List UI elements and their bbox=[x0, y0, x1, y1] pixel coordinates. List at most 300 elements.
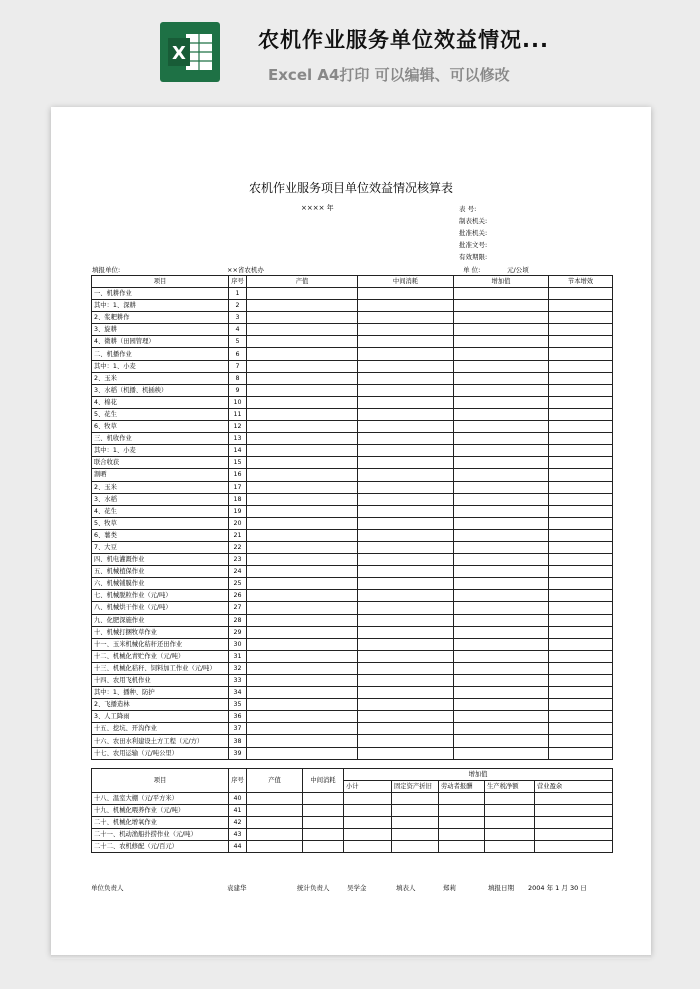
added-cell[interactable] bbox=[454, 699, 549, 711]
output-cell[interactable] bbox=[247, 300, 358, 312]
unit-label: 单 位: bbox=[463, 266, 481, 274]
subtotal-cell[interactable] bbox=[344, 793, 392, 805]
output-cell[interactable] bbox=[247, 590, 358, 602]
row-no: 28 bbox=[229, 614, 247, 626]
output-cell[interactable] bbox=[247, 675, 358, 687]
consume-cell[interactable] bbox=[358, 626, 454, 638]
consume-cell[interactable] bbox=[358, 747, 454, 759]
saving-cell[interactable] bbox=[549, 457, 613, 469]
added-cell[interactable] bbox=[454, 675, 549, 687]
saving-cell[interactable] bbox=[549, 433, 613, 445]
consume-cell[interactable] bbox=[358, 481, 454, 493]
labor-cell[interactable] bbox=[439, 817, 485, 829]
row-no: 2 bbox=[229, 300, 247, 312]
row-no: 12 bbox=[229, 421, 247, 433]
saving-cell[interactable] bbox=[549, 300, 613, 312]
row-no: 14 bbox=[229, 445, 247, 457]
consume-cell[interactable] bbox=[358, 723, 454, 735]
labor-cell[interactable] bbox=[439, 805, 485, 817]
added-cell[interactable] bbox=[454, 372, 549, 384]
output-cell[interactable] bbox=[247, 469, 358, 481]
col-header-consume: 中间消耗 bbox=[358, 276, 454, 288]
row-no: 16 bbox=[229, 469, 247, 481]
saving-cell[interactable] bbox=[549, 735, 613, 747]
row-no: 7 bbox=[229, 360, 247, 372]
depreciation-cell[interactable] bbox=[392, 841, 439, 853]
consume-cell[interactable] bbox=[358, 554, 454, 566]
header-banner bbox=[0, 0, 700, 100]
table-row bbox=[92, 590, 613, 602]
tax-cell[interactable] bbox=[485, 841, 535, 853]
output-cell[interactable] bbox=[247, 566, 358, 578]
saving-cell[interactable] bbox=[549, 650, 613, 662]
output-cell[interactable] bbox=[247, 445, 358, 457]
row-no: 32 bbox=[229, 662, 247, 674]
output-cell[interactable] bbox=[247, 817, 303, 829]
output-cell[interactable] bbox=[247, 829, 303, 841]
output-cell[interactable] bbox=[247, 384, 358, 396]
output-cell[interactable] bbox=[247, 408, 358, 420]
table-row bbox=[92, 541, 613, 553]
saving-cell[interactable] bbox=[549, 312, 613, 324]
table-row bbox=[92, 360, 613, 372]
saving-cell[interactable] bbox=[549, 336, 613, 348]
consume-cell[interactable] bbox=[358, 517, 454, 529]
consume-cell[interactable] bbox=[303, 805, 344, 817]
row-no: 26 bbox=[229, 590, 247, 602]
tax-cell[interactable] bbox=[485, 817, 535, 829]
consume-cell[interactable] bbox=[358, 457, 454, 469]
consume-cell[interactable] bbox=[358, 421, 454, 433]
added-cell[interactable] bbox=[454, 578, 549, 590]
added-cell[interactable] bbox=[454, 433, 549, 445]
saving-cell[interactable] bbox=[549, 529, 613, 541]
saving-cell[interactable] bbox=[549, 517, 613, 529]
saving-cell[interactable] bbox=[549, 723, 613, 735]
output-cell[interactable] bbox=[247, 687, 358, 699]
document-page bbox=[51, 107, 651, 955]
meta-approver: 批准机关: bbox=[459, 229, 488, 237]
consume-cell[interactable] bbox=[358, 662, 454, 674]
saving-cell[interactable] bbox=[549, 614, 613, 626]
output-cell[interactable] bbox=[247, 457, 358, 469]
consume-cell[interactable] bbox=[358, 360, 454, 372]
table-row bbox=[92, 650, 613, 662]
row-item: 十八、温室大棚（元/平方米） bbox=[92, 793, 229, 805]
added-cell[interactable] bbox=[454, 590, 549, 602]
table-row bbox=[92, 723, 613, 735]
added-cell[interactable] bbox=[454, 662, 549, 674]
row-no: 18 bbox=[229, 493, 247, 505]
output-cell[interactable] bbox=[247, 336, 358, 348]
row-item: 6、薯类 bbox=[92, 529, 229, 541]
footer-head-name: 袁建华 bbox=[227, 884, 247, 892]
t2-header-output: 产值 bbox=[247, 769, 303, 793]
surplus-cell[interactable] bbox=[535, 829, 613, 841]
output-cell[interactable] bbox=[247, 288, 358, 300]
row-item: 3、水稻（机播、机插秧） bbox=[92, 384, 229, 396]
added-cell[interactable] bbox=[454, 360, 549, 372]
consume-cell[interactable] bbox=[358, 614, 454, 626]
surplus-cell[interactable] bbox=[535, 841, 613, 853]
added-cell[interactable] bbox=[454, 300, 549, 312]
added-cell[interactable] bbox=[454, 711, 549, 723]
row-item: 6、牧草 bbox=[92, 421, 229, 433]
table-row bbox=[92, 421, 613, 433]
output-cell[interactable] bbox=[247, 662, 358, 674]
row-no: 39 bbox=[229, 747, 247, 759]
row-item: 二十、机械化增氧作业 bbox=[92, 817, 229, 829]
added-cell[interactable] bbox=[454, 457, 549, 469]
output-cell[interactable] bbox=[247, 360, 358, 372]
t2-sub-labor: 劳动者报酬 bbox=[439, 781, 485, 793]
footer-date-value: 2004 年 1 月 30 日 bbox=[528, 884, 587, 892]
row-no: 27 bbox=[229, 602, 247, 614]
table-row bbox=[92, 505, 613, 517]
consume-cell[interactable] bbox=[358, 541, 454, 553]
output-cell[interactable] bbox=[247, 324, 358, 336]
saving-cell[interactable] bbox=[549, 638, 613, 650]
svg-text:X: X bbox=[172, 43, 186, 64]
subtotal-cell[interactable] bbox=[344, 805, 392, 817]
output-cell[interactable] bbox=[247, 517, 358, 529]
saving-cell[interactable] bbox=[549, 711, 613, 723]
saving-cell[interactable] bbox=[549, 372, 613, 384]
output-cell[interactable] bbox=[247, 747, 358, 759]
row-no: 4 bbox=[229, 324, 247, 336]
saving-cell[interactable] bbox=[549, 566, 613, 578]
table-row bbox=[92, 662, 613, 674]
consume-cell[interactable] bbox=[358, 372, 454, 384]
table-row bbox=[92, 602, 613, 614]
page-title: 农机作业服务单位效益情况... bbox=[258, 28, 549, 52]
added-cell[interactable] bbox=[454, 554, 549, 566]
output-cell[interactable] bbox=[247, 711, 358, 723]
row-item: 十七、农用运输（元/吨公里） bbox=[92, 747, 229, 759]
row-item: 7、大豆 bbox=[92, 541, 229, 553]
depreciation-cell[interactable] bbox=[392, 817, 439, 829]
output-cell[interactable] bbox=[247, 650, 358, 662]
output-cell[interactable] bbox=[247, 312, 358, 324]
saving-cell[interactable] bbox=[549, 626, 613, 638]
consume-cell[interactable] bbox=[358, 493, 454, 505]
consume-cell[interactable] bbox=[358, 288, 454, 300]
row-no: 37 bbox=[229, 723, 247, 735]
filler-value: ××省农机办 bbox=[227, 266, 264, 274]
table-row bbox=[92, 481, 613, 493]
row-no: 25 bbox=[229, 578, 247, 590]
row-no: 31 bbox=[229, 650, 247, 662]
doc-year: ×××× 年 bbox=[301, 204, 334, 212]
footer-stat-label: 统计负责人 bbox=[297, 884, 330, 892]
added-cell[interactable] bbox=[454, 384, 549, 396]
row-item: 4、花生 bbox=[92, 505, 229, 517]
tax-cell[interactable] bbox=[485, 793, 535, 805]
consume-cell[interactable] bbox=[358, 699, 454, 711]
row-item: 二十二、农机修配（元/百元） bbox=[92, 841, 229, 853]
labor-cell[interactable] bbox=[439, 829, 485, 841]
page-subtitle: Excel A4打印 可以编辑、可以修改 bbox=[268, 66, 510, 84]
main-table bbox=[91, 275, 613, 760]
surplus-cell[interactable] bbox=[535, 805, 613, 817]
saving-cell[interactable] bbox=[549, 360, 613, 372]
row-item: 其中：1、小麦 bbox=[92, 445, 229, 457]
consume-cell[interactable] bbox=[358, 590, 454, 602]
added-cell[interactable] bbox=[454, 421, 549, 433]
tax-cell[interactable] bbox=[485, 829, 535, 841]
row-item: 5、花生 bbox=[92, 408, 229, 420]
added-cell[interactable] bbox=[454, 396, 549, 408]
t2-sub-depreciation: 固定资产折旧 bbox=[392, 781, 439, 793]
added-cell[interactable] bbox=[454, 626, 549, 638]
table-row bbox=[92, 312, 613, 324]
saving-cell[interactable] bbox=[549, 554, 613, 566]
row-no: 3 bbox=[229, 312, 247, 324]
row-no: 10 bbox=[229, 396, 247, 408]
subtotal-cell[interactable] bbox=[344, 829, 392, 841]
saving-cell[interactable] bbox=[549, 578, 613, 590]
output-cell[interactable] bbox=[247, 396, 358, 408]
consume-cell[interactable] bbox=[358, 445, 454, 457]
consume-cell[interactable] bbox=[358, 469, 454, 481]
subtotal-cell[interactable] bbox=[344, 841, 392, 853]
table-row bbox=[92, 711, 613, 723]
consume-cell[interactable] bbox=[358, 638, 454, 650]
meta-validity: 有效期限: bbox=[459, 253, 488, 261]
table-row bbox=[92, 300, 613, 312]
table-row bbox=[92, 638, 613, 650]
saving-cell[interactable] bbox=[549, 445, 613, 457]
row-item: 五、机械植保作业 bbox=[92, 566, 229, 578]
consume-cell[interactable] bbox=[358, 324, 454, 336]
depreciation-cell[interactable] bbox=[392, 829, 439, 841]
added-cell[interactable] bbox=[454, 614, 549, 626]
row-no: 29 bbox=[229, 626, 247, 638]
table-row bbox=[92, 493, 613, 505]
consume-cell[interactable] bbox=[358, 348, 454, 360]
row-no: 21 bbox=[229, 529, 247, 541]
row-item: 十、机械打捆牧草作业 bbox=[92, 626, 229, 638]
table-row bbox=[92, 529, 613, 541]
consume-cell[interactable] bbox=[358, 433, 454, 445]
output-cell[interactable] bbox=[247, 372, 358, 384]
saving-cell[interactable] bbox=[549, 662, 613, 674]
saving-cell[interactable] bbox=[549, 288, 613, 300]
output-cell[interactable] bbox=[247, 626, 358, 638]
row-no: 33 bbox=[229, 675, 247, 687]
saving-cell[interactable] bbox=[549, 675, 613, 687]
row-no: 5 bbox=[229, 336, 247, 348]
added-cell[interactable] bbox=[454, 312, 549, 324]
filler-label: 填报单位: bbox=[92, 266, 121, 274]
row-item: 4、微耕（田园管理） bbox=[92, 336, 229, 348]
added-cell[interactable] bbox=[454, 408, 549, 420]
excel-icon bbox=[160, 22, 220, 82]
labor-cell[interactable] bbox=[439, 793, 485, 805]
surplus-cell[interactable] bbox=[535, 817, 613, 829]
tax-cell[interactable] bbox=[485, 805, 535, 817]
consume-cell[interactable] bbox=[358, 384, 454, 396]
output-cell[interactable] bbox=[247, 638, 358, 650]
saving-cell[interactable] bbox=[549, 421, 613, 433]
saving-cell[interactable] bbox=[549, 505, 613, 517]
labor-cell[interactable] bbox=[439, 841, 485, 853]
table-row bbox=[92, 675, 613, 687]
table-row bbox=[92, 747, 613, 759]
saving-cell[interactable] bbox=[549, 469, 613, 481]
consume-cell[interactable] bbox=[358, 602, 454, 614]
output-cell[interactable] bbox=[247, 529, 358, 541]
table-row bbox=[92, 288, 613, 300]
consume-cell[interactable] bbox=[358, 505, 454, 517]
row-item: 十四、农用飞机作业 bbox=[92, 675, 229, 687]
consume-cell[interactable] bbox=[358, 711, 454, 723]
output-cell[interactable] bbox=[247, 793, 303, 805]
table-row bbox=[92, 396, 613, 408]
output-cell[interactable] bbox=[247, 614, 358, 626]
row-no: 8 bbox=[229, 372, 247, 384]
output-cell[interactable] bbox=[247, 723, 358, 735]
row-no: 38 bbox=[229, 735, 247, 747]
output-cell[interactable] bbox=[247, 541, 358, 553]
saving-cell[interactable] bbox=[549, 602, 613, 614]
added-cell[interactable] bbox=[454, 505, 549, 517]
saving-cell[interactable] bbox=[549, 747, 613, 759]
output-cell[interactable] bbox=[247, 481, 358, 493]
added-cell[interactable] bbox=[454, 348, 549, 360]
output-cell[interactable] bbox=[247, 493, 358, 505]
output-cell[interactable] bbox=[247, 578, 358, 590]
added-cell[interactable] bbox=[454, 541, 549, 553]
output-cell[interactable] bbox=[247, 554, 358, 566]
saving-cell[interactable] bbox=[549, 384, 613, 396]
row-no: 36 bbox=[229, 711, 247, 723]
added-cell[interactable] bbox=[454, 529, 549, 541]
row-no: 13 bbox=[229, 433, 247, 445]
added-cell[interactable] bbox=[454, 650, 549, 662]
row-no: 24 bbox=[229, 566, 247, 578]
surplus-cell[interactable] bbox=[535, 793, 613, 805]
table-row bbox=[92, 614, 613, 626]
saving-cell[interactable] bbox=[549, 590, 613, 602]
output-cell[interactable] bbox=[247, 348, 358, 360]
added-cell[interactable] bbox=[454, 336, 549, 348]
footer-head-label: 单位负责人 bbox=[91, 884, 124, 892]
added-cell[interactable] bbox=[454, 481, 549, 493]
saving-cell[interactable] bbox=[549, 348, 613, 360]
table2-row bbox=[92, 829, 613, 841]
added-cell[interactable] bbox=[454, 602, 549, 614]
footer-filler-label: 填表人 bbox=[396, 884, 416, 892]
table-row bbox=[92, 408, 613, 420]
output-cell[interactable] bbox=[247, 421, 358, 433]
output-cell[interactable] bbox=[247, 805, 303, 817]
subtotal-cell[interactable] bbox=[344, 817, 392, 829]
consume-cell[interactable] bbox=[358, 566, 454, 578]
t2-header-no: 序号 bbox=[229, 769, 247, 793]
saving-cell[interactable] bbox=[549, 481, 613, 493]
row-no: 11 bbox=[229, 408, 247, 420]
added-cell[interactable] bbox=[454, 517, 549, 529]
added-cell[interactable] bbox=[454, 638, 549, 650]
consume-cell[interactable] bbox=[303, 793, 344, 805]
col-header-saving: 节本增效 bbox=[549, 276, 613, 288]
row-item: 其中：1、深耕 bbox=[92, 300, 229, 312]
row-item: 其中：1、播种、防护 bbox=[92, 687, 229, 699]
added-cell[interactable] bbox=[454, 723, 549, 735]
consume-cell[interactable] bbox=[358, 529, 454, 541]
consume-cell[interactable] bbox=[358, 578, 454, 590]
consume-cell[interactable] bbox=[358, 300, 454, 312]
saving-cell[interactable] bbox=[549, 396, 613, 408]
table2-row bbox=[92, 817, 613, 829]
row-no: 44 bbox=[229, 841, 247, 853]
added-cell[interactable] bbox=[454, 445, 549, 457]
row-no: 15 bbox=[229, 457, 247, 469]
row-item: 十六、农田水利建设土方工程（元/方） bbox=[92, 735, 229, 747]
table2-row bbox=[92, 793, 613, 805]
added-cell[interactable] bbox=[454, 493, 549, 505]
added-cell[interactable] bbox=[454, 687, 549, 699]
consume-cell[interactable] bbox=[358, 396, 454, 408]
consume-cell[interactable] bbox=[358, 687, 454, 699]
saving-cell[interactable] bbox=[549, 541, 613, 553]
output-cell[interactable] bbox=[247, 602, 358, 614]
depreciation-cell[interactable] bbox=[392, 793, 439, 805]
output-cell[interactable] bbox=[247, 735, 358, 747]
row-item: 联合收获 bbox=[92, 457, 229, 469]
consume-cell[interactable] bbox=[358, 408, 454, 420]
unit-value: 元/公顷 bbox=[507, 266, 529, 274]
row-item: 3、水稻 bbox=[92, 493, 229, 505]
consume-cell[interactable] bbox=[358, 735, 454, 747]
added-cell[interactable] bbox=[454, 735, 549, 747]
saving-cell[interactable] bbox=[549, 324, 613, 336]
added-cell[interactable] bbox=[454, 566, 549, 578]
added-cell[interactable] bbox=[454, 469, 549, 481]
saving-cell[interactable] bbox=[549, 699, 613, 711]
saving-cell[interactable] bbox=[549, 493, 613, 505]
table-row bbox=[92, 445, 613, 457]
saving-cell[interactable] bbox=[549, 687, 613, 699]
t2-header-item: 项目 bbox=[92, 769, 229, 793]
consume-cell[interactable] bbox=[358, 336, 454, 348]
consume-cell[interactable] bbox=[303, 817, 344, 829]
added-cell[interactable] bbox=[454, 324, 549, 336]
output-cell[interactable] bbox=[247, 841, 303, 853]
consume-cell[interactable] bbox=[358, 675, 454, 687]
added-cell[interactable] bbox=[454, 288, 549, 300]
table-row bbox=[92, 554, 613, 566]
saving-cell[interactable] bbox=[549, 408, 613, 420]
consume-cell[interactable] bbox=[358, 312, 454, 324]
output-cell[interactable] bbox=[247, 433, 358, 445]
table-row bbox=[92, 348, 613, 360]
added-cell[interactable] bbox=[454, 747, 549, 759]
row-no: 41 bbox=[229, 805, 247, 817]
depreciation-cell[interactable] bbox=[392, 805, 439, 817]
consume-cell[interactable] bbox=[303, 829, 344, 841]
output-cell[interactable] bbox=[247, 505, 358, 517]
consume-cell[interactable] bbox=[358, 650, 454, 662]
t2-sub-surplus: 营业盈余 bbox=[535, 781, 613, 793]
table2-row bbox=[92, 841, 613, 853]
table2-row bbox=[92, 805, 613, 817]
footer-date-label: 填报日期 bbox=[488, 884, 514, 892]
row-no: 35 bbox=[229, 699, 247, 711]
output-cell[interactable] bbox=[247, 699, 358, 711]
consume-cell[interactable] bbox=[303, 841, 344, 853]
